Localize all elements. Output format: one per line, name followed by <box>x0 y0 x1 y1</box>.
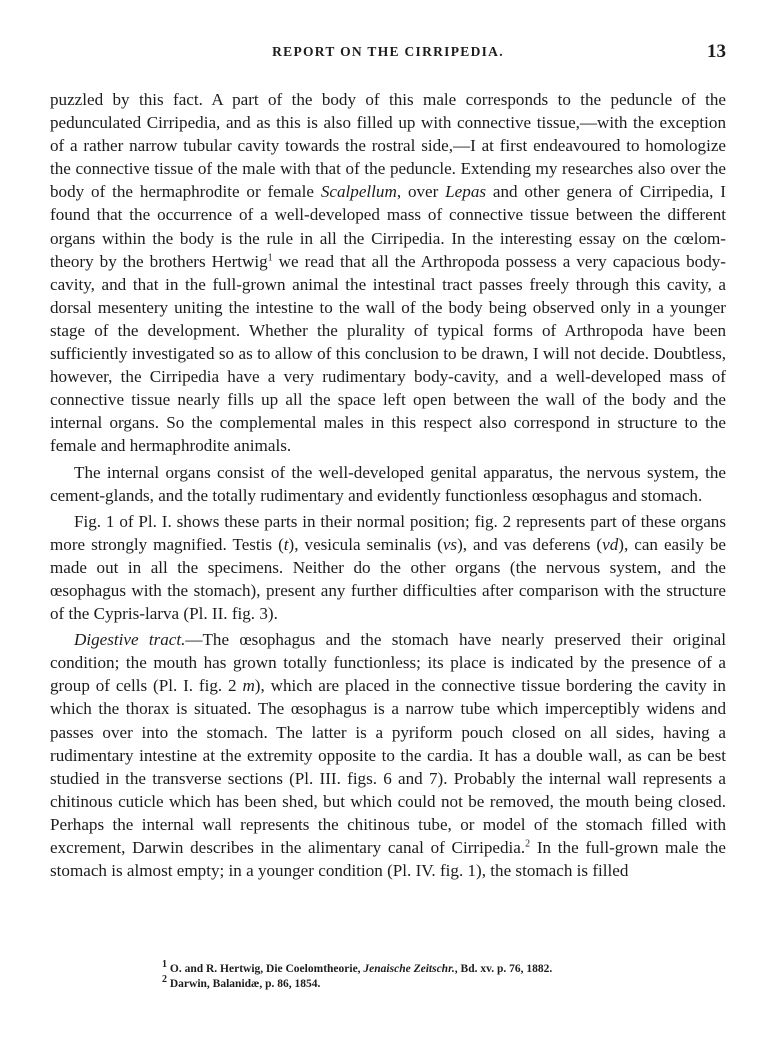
genus-scalpellum: Scalpellum <box>320 182 397 202</box>
footnote-1: $^1$ O. and R. Hertwig, Die Coelomtheorie, Jenaische Zeitschr., Bd. xv. p. 76, 1882. <box>162 959 553 975</box>
footnote-marker-2: 2 <box>162 974 167 986</box>
paragraph-digestive-tract: Digestive tract.—The œsophagus and the stomach have nearly preserved their original condition; the mouth has grown totally functionless; its place is indicated by the presence of a group of cells (Pl. I. fig. 2 m), which are placed in the connective tissue bordering the cavity in which the thorax is situated. The œsophagus is a narrow tube which imperceptibly widens and passes over into the stomach. The latter is a pyriform pouch closed on all sides, having a rudimentary intestine at the extremity opposite to the cardia. It has a double wall, as can be best studied in the transverse sections (Pl. III. figs. 6 and 7). Probably the internal wall represents a chitinous cuticle which has been shed, but which could not be removed, the mouth being closed. Perhaps the internal wall represents the chitinous tube, or model of the stomach filled with excrement, Darwin describes in the alimentary canal of Cirripedia.$^2$ In the full-grown male the stomach is almost empty; in a younger condition (Pl. IV. fig. 1), the stomach is filled <box>50 630 726 881</box>
footnote-marker-1: 1 <box>162 959 167 971</box>
abbr-vesicula-seminalis: vs <box>442 534 458 554</box>
genus-lepas: Lepas <box>445 182 487 202</box>
page-number: 13 <box>707 41 726 62</box>
section-heading-digestive-tract: Digestive tract. <box>74 630 186 650</box>
abbr-vas-deferens: vd <box>602 534 619 554</box>
running-title: REPORT ON THE CIRRIPEDIA. <box>272 44 504 59</box>
abbr-testis: t <box>283 534 289 554</box>
footnotes <box>162 959 722 992</box>
footnote-2: $^2$ Darwin, Balanidæ, p. 86, 1854. <box>162 974 321 990</box>
footnote-ref-2: 2 <box>525 838 531 850</box>
journal-title: Jenaische Zeitschr. <box>363 963 455 975</box>
body-text <box>50 88 726 885</box>
abbr-mouth: m <box>242 676 255 696</box>
page-header <box>50 41 726 70</box>
paragraph-figure-description: Fig. 1 of Pl. I. shows these parts in their normal position; fig. 2 represents part of these organs more strongly magnified. Testis (t), vesicula seminalis (vs), and vas deferens (vd), can easily be made out in all the specimens. Neither do the other organs (the nervous system, and the œsophagus with the stomach), present any further difficulties after comparison with the structure of the Cypris-larva (Pl. II. fig. 3). <box>50 511 726 624</box>
paragraph-internal-organs: The internal organs consist of the well-developed genital apparatus, the nervous system, the cement-glands, and the totally rudimentary and evidently functionless œsophagus and stomach. <box>50 462 726 505</box>
paragraph-body-cavity: puzzled by this fact. A part of the body of this male corresponds to the peduncle of the pedunculated Cirripedia, and as this is also filled up with connective tissue,—with the exception of a rather narrow tubular cavity towards the rostral side,—I at first endeavoured to homologize the connective tissue of the male with that of the peduncle. Extending my researches also over the body of the hermaphrodite or female Scalpellum, over Lepas and other genera of Cirripedia, I found that the occurrence of a well-developed mass of connective tissue between the different organs within the body is the rule in all the Cirripedia. In the interesting essay on the cœlom-theory by the brothers Hertwig$^1$ we read that all the Arthropoda possess a very capacious body-cavity, and that in the full-grown animal the intestinal tract passes freely through this cavity, a dorsal mesentery uniting the intestine to the wall of the body being observed only in a younger stage of the development. Whether the plurality of typical forms of Arthropoda have been sufficiently investigated so as to allow of this conclusion to be drawn, I will not decide. Doubtless, however, the Cirripedia have a very rudimentary body-cavity, and a well-developed mass of connective tissue nearly fills up all the space left open between the wall of the body and the internal organs. So the complemental males in this respect also correspond in structure to the female and hermaphrodite animals. <box>50 90 726 456</box>
footnote-ref-1: 1 <box>267 251 273 263</box>
